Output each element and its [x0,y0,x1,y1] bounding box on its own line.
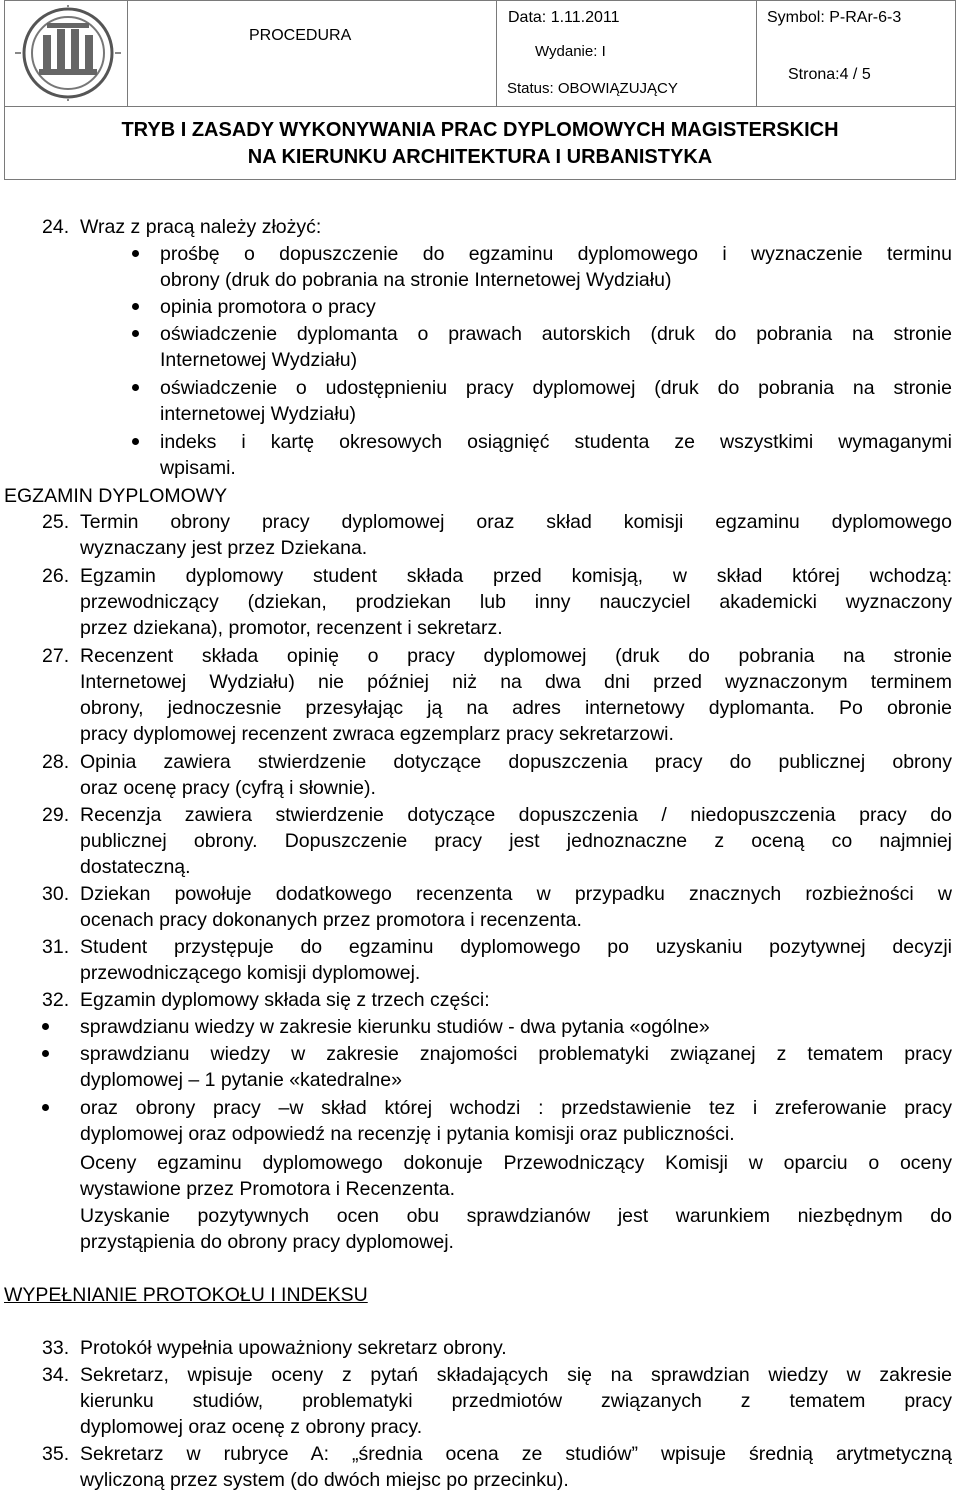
bullet-text: dyplomowej oraz odpowiedź na recenzję i pytania komisji oraz publiczności. [80,1123,735,1145]
edition-label: Wydanie: I [535,43,606,60]
item-text: oraz ocenę pracy (cyfrą i słownie). [80,777,376,799]
item-text: Termin obrony pracy dyplomowej oraz skład komisji egzaminu dyplomowego [80,511,952,533]
item-text: przewodniczący (dziekan, prodziekan lub inny nauczyciel akademicki wyznaczony [80,591,952,613]
bullet-icon [132,250,139,257]
item-text: publicznej obrony. Dopuszczenie pracy jest jednoznaczne z oceną co najmniej [80,830,952,852]
item-number: 30. [42,883,70,905]
bullet-text: dyplomowej – 1 pytanie «katedralne» [80,1069,402,1091]
item-number: 35. [42,1443,70,1465]
document-header [4,0,956,180]
page-number-label: Strona:4 / 5 [788,66,871,83]
bullet-text: oświadczenie dyplomanta o prawach autorskich (druk do pobrania na stronie [160,323,952,345]
bullet-text: prośbę o dopuszczenie do egzaminu dyplomowego i wyznaczenie terminu [160,243,952,265]
status-label: Status: OBOWIĄZUJĄCY [507,80,678,97]
item-text: Opinia zawiera stwierdzenie dotyczące dopuszczenia pracy do publicznej obrony [80,751,952,773]
item-number: 25. [42,511,70,533]
paragraph-text: Uzyskanie pozytywnych ocen obu sprawdzianów jest warunkiem niezbędnym do [80,1205,952,1227]
item-text: przewodniczącego komisji dyplomowej. [80,962,421,984]
bullet-text: oraz obrony pracy –w skład której wchodzi : przedstawienie tez i zreferowanie pracy [80,1097,952,1119]
item-text: pracy dyplomowej recenzent zwraca egzemplarz pracy sekretarzowi. [80,723,674,745]
item-text: wyznaczany jest przez Dziekana. [80,537,368,559]
bullet-icon [132,303,139,310]
item-number: 28. [42,751,70,773]
item-number: 29. [42,804,70,826]
item-text: Wraz z pracą należy złożyć: [80,216,322,238]
header-divider [496,1,497,106]
item-number: 31. [42,936,70,958]
document-title-line2: NA KIERUNKU ARCHITEKTURA I URBANISTYKA [247,146,713,168]
item-text: Student przystępuje do egzaminu dyplomowego po uzyskaniu pozytywnej decyzji [80,936,952,958]
item-text: Sekretarz w rubryce A: „średnia ocena ze studiów” wpisuje średnią arytmetyczną [80,1443,952,1465]
item-text: Recenzent składa opinię o pracy dyplomowej (druk do pobrania na stronie [80,645,952,667]
bullet-text: oświadczenie o udostępnieniu pracy dyplomowej (druk do pobrania na stronie [160,377,952,399]
item-text: Sekretarz, wpisuje oceny z pytań składających się na sprawdzian wiedzy w zakresie [80,1364,952,1386]
item-text: Protokół wypełnia upoważniony sekretarz obrony. [80,1337,507,1359]
bullet-text: internetowej Wydziału) [160,403,356,425]
procedure-label: PROCEDURA [249,27,352,44]
bullet-text: obrony (druk do pobrania na stronie Internetowej Wydziału) [160,269,672,291]
item-text: wyliczoną przez system (do dwóch miejsc po przecinku). [80,1469,569,1491]
bullet-text: opinia promotora o pracy [160,296,376,318]
item-text: Internetowej Wydziału) nie później niż na dwa dni przed wyznaczonym terminem [80,671,952,693]
header-divider [756,1,757,106]
bullet-text: sprawdzianu wiedzy w zakresie kierunku studiów - dwa pytania «ogólne» [80,1016,710,1038]
bullet-icon [42,1104,49,1111]
item-text: obrony, jednoczesnie przesyłając ją na adres internetowy dyplomanta. Po obronie [80,697,952,719]
bullet-icon [42,1023,49,1030]
bullet-icon [42,1050,49,1057]
item-number: 33. [42,1337,70,1359]
item-text: Dziekan powołuje dodatkowego recenzenta w przypadku znacznych rozbieżności w [80,883,952,905]
item-text: dostateczną. [80,856,191,878]
bullet-icon [132,438,139,445]
item-text: Egzamin dyplomowy student składa przed komisją, w skład której wchodzą: [80,565,952,587]
item-number: 24. [42,216,70,238]
section-heading: EGZAMIN DYPLOMOWY [4,485,228,507]
document-title-line1: TRYB I ZASADY WYKONYWANIA PRAC DYPLOMOWYCH MAGISTERSKICH [121,119,839,141]
item-text: Egzamin dyplomowy składa się z trzech części: [80,989,490,1011]
item-number: 27. [42,645,70,667]
paragraph-text: Oceny egzaminu dyplomowego dokonuje Przewodniczący Komisji w oparciu o oceny [80,1152,952,1174]
date-label: Data: 1.11.2011 [508,9,620,26]
bullet-icon [132,330,139,337]
bullet-icon [132,384,139,391]
item-number: 34. [42,1364,70,1386]
header-divider [127,1,128,106]
item-text: dyplomowej oraz ocenę z obrony pracy. [80,1416,423,1438]
section-heading: WYPEŁNIANIE PROTOKOŁU I INDEKSU [4,1284,368,1306]
item-text: ocenach pracy dokonanych przez promotora i recenzenta. [80,909,582,931]
bullet-text: Internetowej Wydziału) [160,349,358,371]
bullet-text: sprawdzianu wiedzy w zakresie znajomości problematyki związanej z tematem pracy [80,1043,952,1065]
paragraph-text: wystawione przez Promotora i Recenzenta. [80,1178,456,1200]
university-logo-icon [13,5,123,101]
item-text: kierunku studiów, problematyki przedmiotów związanych z tematem pracy [80,1390,952,1412]
item-number: 26. [42,565,70,587]
header-divider [5,106,955,107]
item-text: przez dziekana), promotor, recenzent i sekretarz. [80,617,503,639]
symbol-label: Symbol: P-RAr-6-3 [767,9,902,26]
bullet-text: wpisami. [160,457,236,479]
bullet-text: indeks i kartę okresowych osiągnięć studenta ze wszystkimi wymaganymi [160,431,952,453]
paragraph-text: przystąpienia do obrony pracy dyplomowej. [80,1231,454,1253]
item-number: 32. [42,989,70,1011]
item-text: Recenzja zawiera stwierdzenie dotyczące dopuszczenia / niedopuszczenia pracy do [80,804,952,826]
